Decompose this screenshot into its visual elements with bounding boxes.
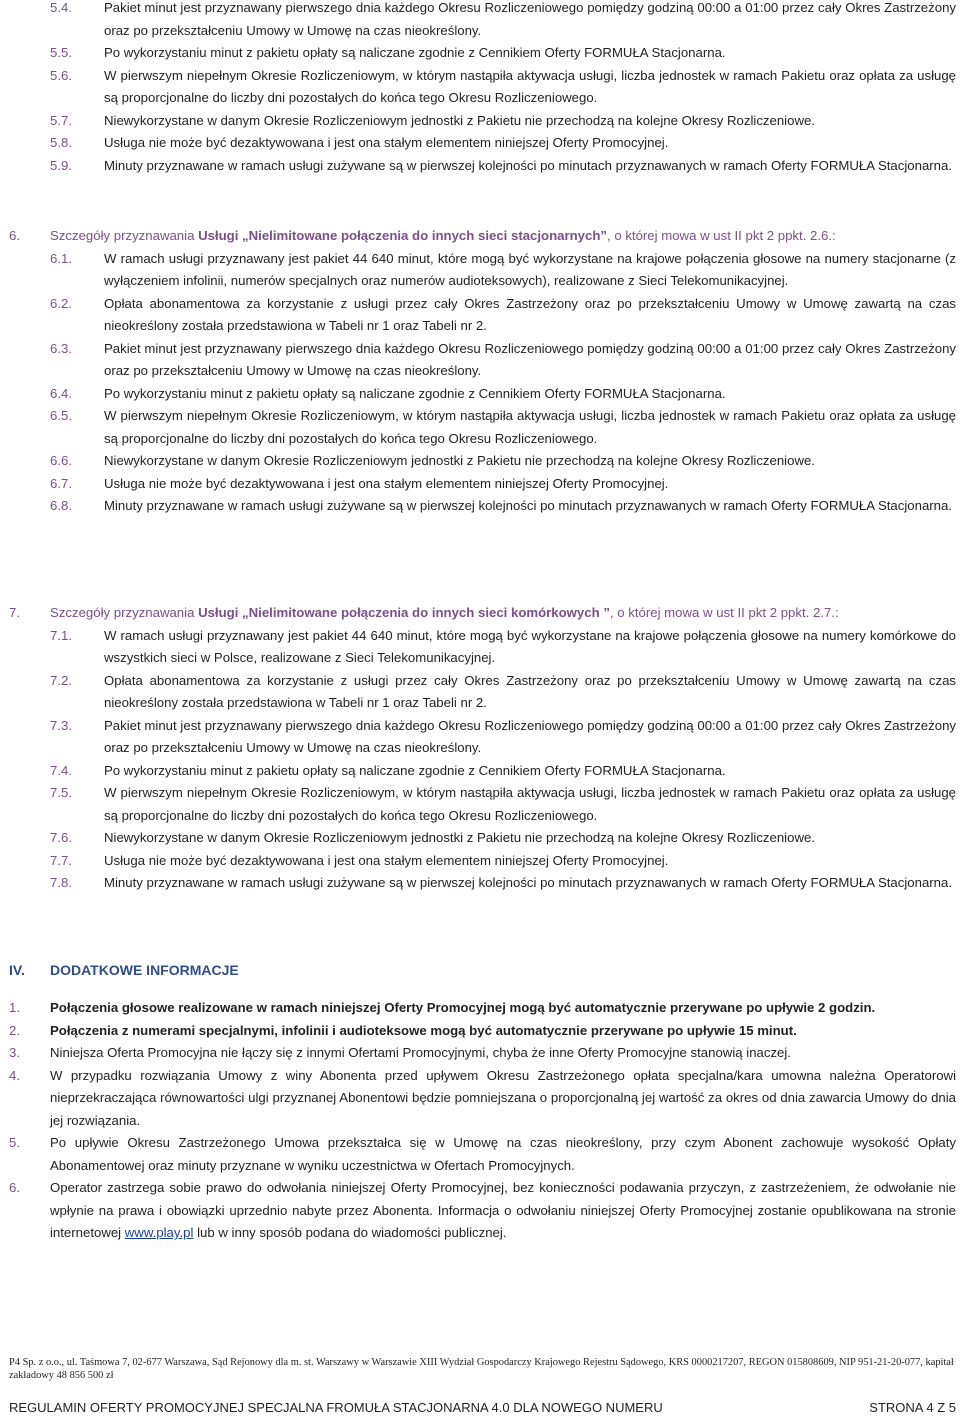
item-text: Po wykorzystaniu minut z pakietu opłaty są naliczane zgodnie z Cennikiem Oferty FORMUŁA Stacjonarna. xyxy=(104,385,726,401)
list-item xyxy=(0,760,960,783)
item-text: Po upływie Okresu Zastrzeżonego Umowa przekształca się w Umowę na czas nieokreślony, przy czym Abonent zachowuje wysokość Opłaty Abonamentowej oraz minuty przyznane w wyniku uczestnictwa w Ofertach Promocyjnych. xyxy=(50,1135,956,1173)
list-item xyxy=(0,827,960,850)
section-6 xyxy=(0,225,960,518)
play-website-link[interactable]: www.play.pl xyxy=(124,1225,194,1240)
item-number: 6.7. xyxy=(50,475,72,491)
list-item xyxy=(0,450,960,473)
section-heading xyxy=(0,225,960,248)
list-item xyxy=(0,625,960,670)
item-number: 5.7. xyxy=(50,112,72,128)
list-item xyxy=(0,405,960,450)
item-text: Minuty przyznawane w ramach usługi zużywane są w pierwszej kolejności po minutach przyznawanych w ramach Oferty FORMUŁA Stacjonarna. xyxy=(104,875,953,890)
item-number: 6.4. xyxy=(50,385,72,401)
item-number: 1. xyxy=(9,1000,20,1015)
item-number: 5.4. xyxy=(50,0,72,15)
item-number: 3. xyxy=(9,1045,20,1060)
list-item xyxy=(0,248,960,293)
item-text: Opłata abonamentowa za korzystanie z usługi przez cały Okres Zastrzeżony oraz po przekształceniu Umowy w Umowę zawartą na czas nieokreślony została przedstawiona w Tabeli nr 1 oraz Tabeli nr 2. xyxy=(104,295,956,333)
section-7 xyxy=(0,602,960,895)
item-text: Usługa nie może być dezaktywowana i jest ona stałym elementem niniejszej Oferty Promocyjnej. xyxy=(104,135,669,150)
item-text: W ramach usługi przyznawany jest pakiet 44 640 minut, które mogą być wykorzystane na krajowe połączenia głosowe na numery stacjonarne (z wyłączeniem infolinii, numerów specjalnych oraz numerów audioteksowych), realizowane z Sieci Telekomunikacyjnej. xyxy=(104,250,956,288)
item-number: 7.8. xyxy=(50,875,72,890)
item-text: W pierwszym niepełnym Okresie Rozliczeniowym, w którym nastąpiła aktywacja usługi, liczba jednostek w ramach Pakietu oraz opłata za usługę są proporcjonalne do liczby dni pozostałych do końca tego Okresu Rozliczeniowego. xyxy=(104,408,956,446)
item-number: 6.1. xyxy=(50,250,72,266)
list-item xyxy=(0,155,960,178)
item-text: W pierwszym niepełnym Okresie Rozliczeniowym, w którym nastąpiła aktywacja usługi, liczba jednostek w ramach Pakietu oraz opłata za usługę są proporcjonalne do liczby dni pozostałych do końca tego Okresu Rozliczeniowego. xyxy=(104,785,956,823)
item-number: 5.6. xyxy=(50,67,72,83)
item-text: W pierwszym niepełnym Okresie Rozliczeniowym, w którym nastąpiła aktywacja usługi, liczba jednostek w ramach Pakietu oraz opłata za usługę są proporcjonalne do liczby dni pozostałych do końca tego Okresu Rozliczeniowego. xyxy=(104,67,956,105)
item-text: Niewykorzystane w danym Okresie Rozliczeniowym jednostki z Pakietu nie przechodzą na kolejne Okresy Rozliczeniowe. xyxy=(104,830,815,845)
section-number: IV. xyxy=(9,962,25,978)
item-text: Minuty przyznawane w ramach usługi zużywane są w pierwszej kolejności po minutach przyznawanych w ramach Oferty FORMUŁA Stacjonarna. xyxy=(104,157,953,173)
item-number: 6. xyxy=(9,1180,20,1195)
item-number: 6.2. xyxy=(50,295,72,311)
list-item xyxy=(0,293,960,338)
item-number: 6.3. xyxy=(50,340,72,356)
item-number: 7.7. xyxy=(50,852,72,868)
document-title: REGULAMIN OFERTY PROMOCYJNEJ SPECJALNA FROMUŁA STACJONARNA 4.0 DLA NOWEGO NUMERU xyxy=(9,1400,663,1415)
item-text: Opłata abonamentowa za korzystanie z usługi przez cały Okres Zastrzeżony oraz po przekształceniu Umowy w Umowę zawartą na czas nieokreślony została przedstawiona w Tabeli nr 1 oraz Tabeli nr 2. xyxy=(104,672,956,710)
section-number: 6. xyxy=(9,228,20,243)
list-item xyxy=(0,110,960,133)
item-number: 6.5. xyxy=(50,408,72,423)
section-heading xyxy=(0,959,960,981)
item-number: 7.3. xyxy=(50,717,72,733)
list-item xyxy=(0,495,960,518)
section-iv xyxy=(0,959,960,1245)
item-text: Połączenia z numerami specjalnymi, infolinii i audioteksowe mogą być automatycznie przerywane po upływie 15 minut. xyxy=(50,1022,797,1038)
list-item xyxy=(0,132,960,155)
item-number: 7.2. xyxy=(50,672,72,688)
section-number: 7. xyxy=(9,605,20,620)
item-text: Pakiet minut jest przyznawany pierwszego dnia każdego Okresu Rozliczeniowego pomiędzy godziną 00:00 a 01:00 przez cały Okres Zastrzeżony oraz po przekształceniu Umowy w Umowę na czas nieokreślony. xyxy=(104,717,956,755)
item-number: 5.5. xyxy=(50,45,72,60)
section-title: Szczegóły przyznawania Usługi „Nielimitowane połączenia do innych sieci komórkowych ”, o której mowa w ust II pkt 2 ppkt. 2.7.: xyxy=(50,605,839,620)
item-text: Usługa nie może być dezaktywowana i jest ona stałym elementem niniejszej Oferty Promocyjnej. xyxy=(104,475,669,491)
item-number: 6.6. xyxy=(50,453,72,468)
item-text: Operator zastrzega sobie prawo do odwołania niniejszej Oferty Promocyjnej, bez konieczności podawania przyczyn, z zastrzeżeniem, że odwołanie nie wpłynie na prawa i obowiązki uprzednio nabyte przez Abonenta. Informacja o odwołaniu niniejszej Oferty Promocyjnej zostanie opublikowana na stronie internetowej www.play.pl lub w inny sposób podana do wiadomości publicznej. xyxy=(50,1180,956,1240)
list-item xyxy=(0,1065,960,1133)
item-text: Niniejsza Oferta Promocyjna nie łączy się z innymi Ofertami Promocyjnymi, chyba że inne Oferty Promocyjne stanowią inaczej. xyxy=(50,1045,791,1060)
list-item xyxy=(0,1042,960,1065)
item-text: Niewykorzystane w danym Okresie Rozliczeniowym jednostki z Pakietu nie przechodzą na kolejne Okresy Rozliczeniowe. xyxy=(104,453,815,468)
company-legal-info: P4 Sp. z o.o., ul. Taśmowa 7, 02-677 Warszawa, Sąd Rejonowy dla m. st. Warszawy w Warszawie XIII Wydział Gospodarczy Krajowego Rejestru Sądowego, KRS 0000217207, REGON 015808609, NIP 951-21-20-077, kapitał zakładowy 48 856 500 zł xyxy=(9,1357,954,1381)
item-text: Pakiet minut jest przyznawany pierwszego dnia każdego Okresu Rozliczeniowego pomiędzy godziną 00:00 a 01:00 przez cały Okres Zastrzeżony oraz po przekształceniu Umowy w Umowę na czas nieokreślony. xyxy=(104,340,956,378)
list-item xyxy=(0,782,960,827)
item-number: 7.5. xyxy=(50,785,72,800)
item-number: 5. xyxy=(9,1135,20,1150)
item-number: 6.8. xyxy=(50,498,72,513)
list-item xyxy=(0,42,960,65)
item-number: 2. xyxy=(9,1022,20,1038)
list-item xyxy=(0,1020,960,1043)
page-footer xyxy=(0,1399,960,1417)
section-title: Szczegóły przyznawania Usługi „Nielimitowane połączenia do innych sieci stacjonarnych”, o której mowa w ust II pkt 2 ppkt. 2.6.: xyxy=(50,228,836,243)
list-item xyxy=(0,338,960,383)
item-number: 4. xyxy=(9,1067,20,1083)
list-item xyxy=(0,715,960,760)
list-item xyxy=(0,1177,960,1245)
item-text: W ramach usługi przyznawany jest pakiet 44 640 minut, które mogą być wykorzystane na krajowe połączenia głosowe na numery komórkowe do wszystkich sieci w Polsce, realizowane z Sieci Telekomunikacyjnej. xyxy=(104,627,956,665)
item-number: 5.9. xyxy=(50,157,72,173)
section-5-items xyxy=(0,0,960,177)
list-item xyxy=(0,473,960,496)
list-item xyxy=(0,850,960,873)
item-number: 7.4. xyxy=(50,762,72,778)
item-text: W przypadku rozwiązania Umowy z winy Abonenta przed upływem Okresu Zastrzeżonego opłata specjalna/kara umowna należna Operatorowi nieprzekraczająca równowartości ulgi przyznanej Abonentowi będzie pomniejszana o proporcjonalną jej wartość za okres od dnia zawarcia Umowy do dnia jej rozwiązania. xyxy=(50,1067,956,1128)
item-number: 5.8. xyxy=(50,135,72,150)
list-item xyxy=(0,1132,960,1177)
item-text: Po wykorzystaniu minut z pakietu opłaty są naliczane zgodnie z Cennikiem Oferty FORMUŁA Stacjonarna. xyxy=(104,45,726,60)
section-title: DODATKOWE INFORMACJE xyxy=(50,962,239,978)
list-item xyxy=(0,65,960,110)
list-item xyxy=(0,0,960,42)
list-item xyxy=(0,872,960,895)
item-text: Po wykorzystaniu minut z pakietu opłaty są naliczane zgodnie z Cennikiem Oferty FORMUŁA Stacjonarna. xyxy=(104,762,726,778)
item-number: 7.6. xyxy=(50,830,72,845)
section-heading xyxy=(0,602,960,625)
item-text: Minuty przyznawane w ramach usługi zużywane są w pierwszej kolejności po minutach przyznawanych w ramach Oferty FORMUŁA Stacjonarna. xyxy=(104,498,953,513)
item-text: Usługa nie może być dezaktywowana i jest ona stałym elementem niniejszej Oferty Promocyjnej. xyxy=(104,852,669,868)
item-number: 7.1. xyxy=(50,627,72,643)
item-text: Połączenia głosowe realizowane w ramach niniejszej Oferty Promocyjnej mogą być automatycznie przerywane po upływie 2 godzin. xyxy=(50,1000,876,1015)
item-text: Niewykorzystane w danym Okresie Rozliczeniowym jednostki z Pakietu nie przechodzą na kolejne Okresy Rozliczeniowe. xyxy=(104,112,815,128)
list-item xyxy=(0,670,960,715)
item-text: Pakiet minut jest przyznawany pierwszego dnia każdego Okresu Rozliczeniowego pomiędzy godziną 00:00 a 01:00 przez cały Okres Zastrzeżony oraz po przekształceniu Umowy w Umowę na czas nieokreślony. xyxy=(104,0,956,38)
list-item xyxy=(0,997,960,1020)
list-item xyxy=(0,383,960,406)
page-number: STRONA 4 Z 5 xyxy=(869,1400,956,1415)
